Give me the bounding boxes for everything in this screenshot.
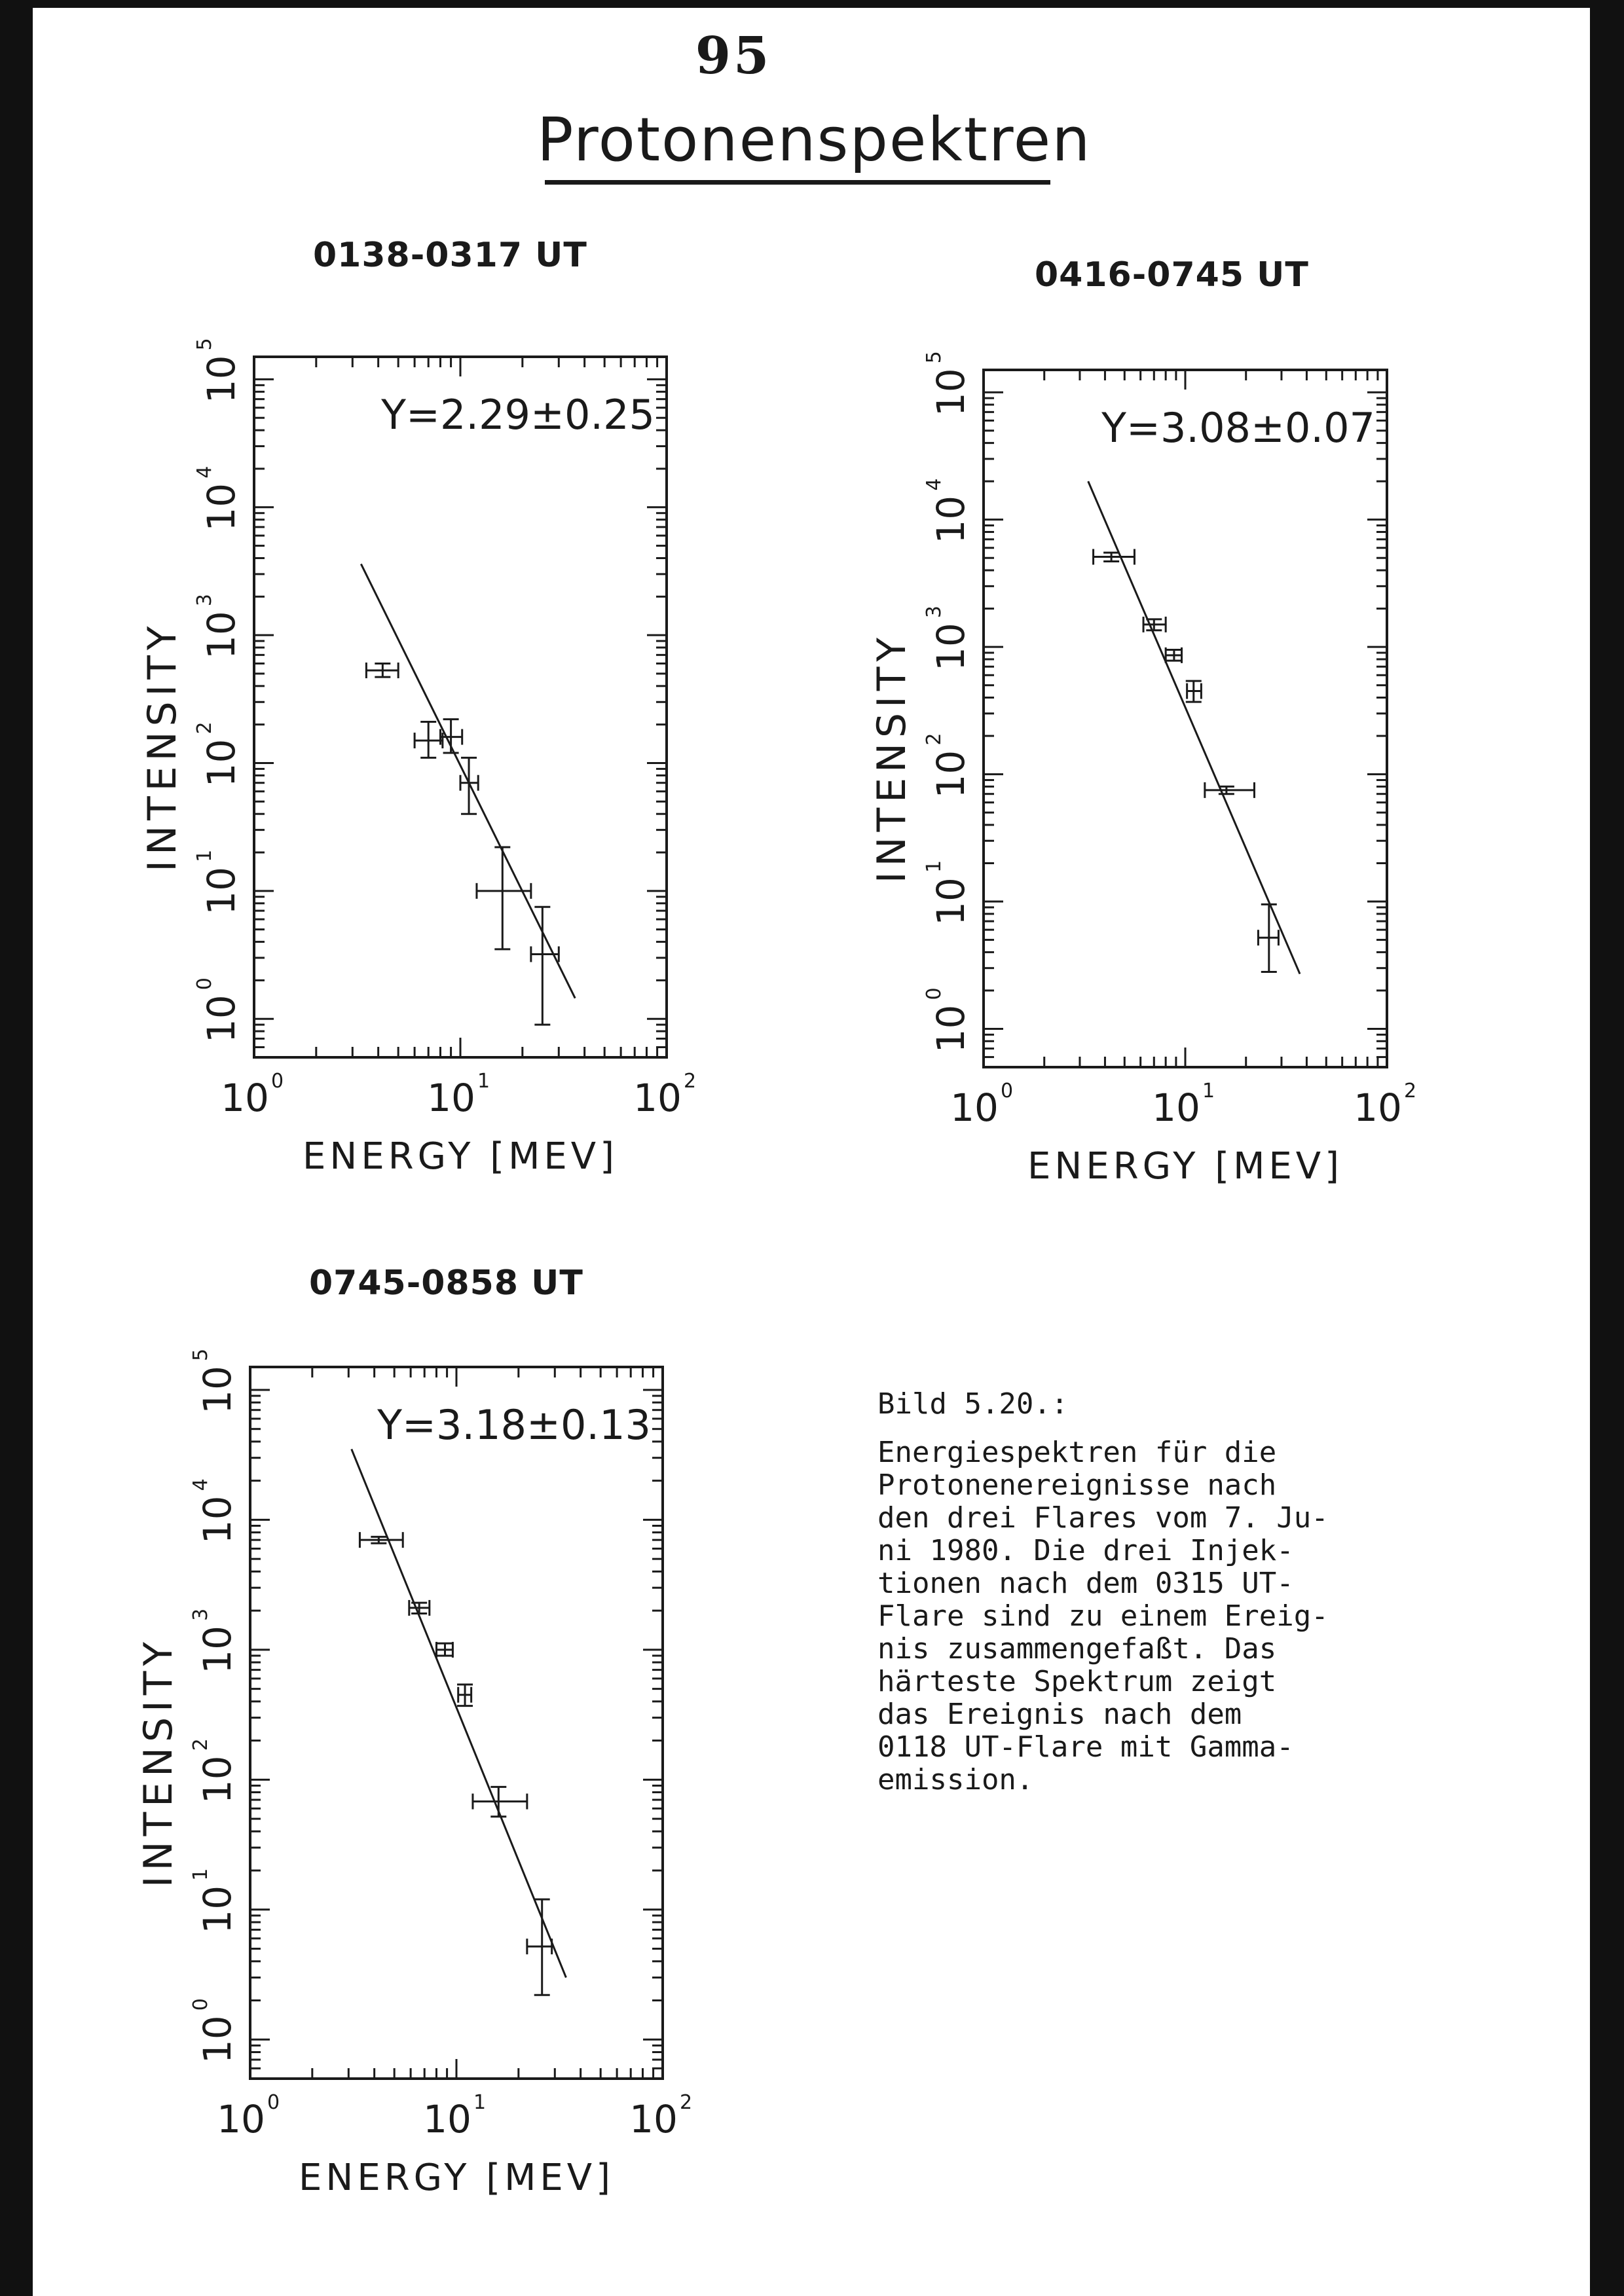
y-tick-label-base: 10 — [195, 2015, 240, 2064]
x-tick-label-base: 10 — [217, 2097, 265, 2141]
chart-2-title: 0416-0745 UT — [1035, 255, 1309, 295]
x-tick-label-exp: 2 — [684, 1070, 697, 1093]
spectral-index-annotation: Y=3.08±0.07 — [1101, 404, 1375, 452]
y-tick-label-base: 10 — [195, 1885, 240, 1934]
y-tick-label-exp: 1 — [189, 1868, 212, 1881]
spectral-index-annotation: Y=3.18±0.13 — [377, 1401, 651, 1449]
y-tick-label-exp: 0 — [193, 977, 216, 991]
y-tick-label — [189, 1349, 240, 1414]
y-tick-label-exp: 5 — [189, 1348, 212, 1361]
y-tick-label-base: 10 — [195, 1495, 240, 1544]
x-tick-label-base: 10 — [629, 2097, 678, 2141]
y-tick-label-exp: 5 — [193, 338, 216, 351]
x-tick-label-base: 10 — [950, 1085, 999, 1130]
figure-caption — [877, 1388, 1414, 1796]
spectral-index-annotation: Y=2.29±0.25 — [381, 391, 655, 439]
y-axis-title: INTENSITY — [139, 621, 185, 872]
y-tick-label-base: 10 — [199, 738, 244, 788]
caption-title: Bild 5.20.: — [877, 1387, 1069, 1421]
x-axis-title: ENERGY [MEV] — [303, 1135, 618, 1178]
x-tick-label-base: 10 — [423, 2097, 471, 2141]
y-tick-label-base: 10 — [929, 750, 973, 799]
y-tick-label-exp: 2 — [189, 1738, 212, 1751]
y-tick-label-exp: 5 — [923, 351, 946, 364]
y-tick-label-exp: 2 — [923, 733, 946, 746]
x-tick-label-base: 10 — [221, 1076, 269, 1120]
y-tick-label-exp: 4 — [189, 1478, 212, 1491]
x-tick-label-exp: 2 — [680, 2091, 693, 2114]
x-tick-label-exp: 1 — [473, 2091, 487, 2114]
y-tick-label-base: 10 — [199, 611, 244, 660]
x-tick-label-exp: 1 — [1202, 1080, 1215, 1102]
y-tick-label-exp: 3 — [189, 1608, 212, 1621]
y-tick-label-base: 10 — [929, 368, 973, 417]
y-tick-label-base: 10 — [199, 994, 244, 1044]
y-tick-label-base: 10 — [929, 495, 973, 544]
y-axis-title: INTENSITY — [136, 1636, 181, 1888]
y-tick-label — [189, 1868, 240, 1934]
x-tick-label-exp: 0 — [1001, 1080, 1014, 1102]
y-tick-label-exp: 0 — [923, 987, 946, 1000]
y-tick-label-base: 10 — [195, 1755, 240, 1804]
x-tick-label-exp: 0 — [271, 1070, 284, 1093]
x-tick-label-exp: 0 — [267, 2091, 280, 2114]
x-tick-label-base: 10 — [633, 1076, 682, 1120]
x-tick-label-base: 10 — [427, 1076, 475, 1120]
y-axis-title: INTENSITY — [869, 632, 915, 884]
y-tick-label — [189, 1738, 240, 1804]
power-law-fit-line — [352, 1449, 566, 1977]
y-tick-label-base: 10 — [929, 877, 973, 926]
x-axis-title: ENERGY [MEV] — [1027, 1145, 1343, 1188]
y-tick-label — [189, 1478, 240, 1544]
y-tick-label-base: 10 — [199, 866, 244, 915]
y-tick-label — [189, 1609, 240, 1674]
x-axis-title: ENERGY [MEV] — [299, 2157, 614, 2199]
y-tick-label-exp: 0 — [189, 1998, 212, 2011]
x-tick-label-exp: 2 — [1404, 1080, 1417, 1102]
caption-text: Energiespektren für die Protonenereignisse nach den drei Flares vom 7. Ju- ni 1980. Die drei Injek- tionen nach dem 0315 UT- Flare sind zu einem Ereig- nis zusammengefaßt. Das härteste Spektrum zeigt das Ereignis nach dem 0118 UT-Flare mit Gamma- emission. — [877, 1436, 1329, 1796]
y-tick-label-base: 10 — [195, 1366, 240, 1414]
y-tick-label-base: 10 — [199, 355, 244, 404]
y-tick-label-exp: 1 — [923, 860, 946, 873]
y-tick-label-base: 10 — [929, 1004, 973, 1053]
y-tick-label-exp: 4 — [923, 478, 946, 491]
y-tick-label-base: 10 — [929, 623, 973, 672]
x-tick-label-base: 10 — [1354, 1085, 1402, 1130]
y-tick-label — [189, 1998, 240, 2064]
y-tick-label-base: 10 — [199, 483, 244, 532]
x-tick-label-base: 10 — [1152, 1085, 1200, 1130]
plot-frame — [250, 1367, 663, 2079]
y-tick-label-exp: 1 — [193, 849, 216, 862]
y-tick-label-exp: 4 — [193, 465, 216, 479]
y-tick-label-base: 10 — [195, 1625, 240, 1674]
chart-3-title: 0745-0858 UT — [309, 1264, 583, 1303]
chart-1-title: 0138-0317 UT — [313, 236, 587, 275]
y-tick-label-exp: 2 — [193, 721, 216, 735]
page-number: 95 — [695, 26, 772, 86]
page-title: Protonenspektren — [537, 105, 1092, 175]
y-tick-label-exp: 3 — [923, 606, 946, 619]
x-tick-label-exp: 1 — [477, 1070, 490, 1093]
y-tick-label-exp: 3 — [193, 594, 216, 607]
